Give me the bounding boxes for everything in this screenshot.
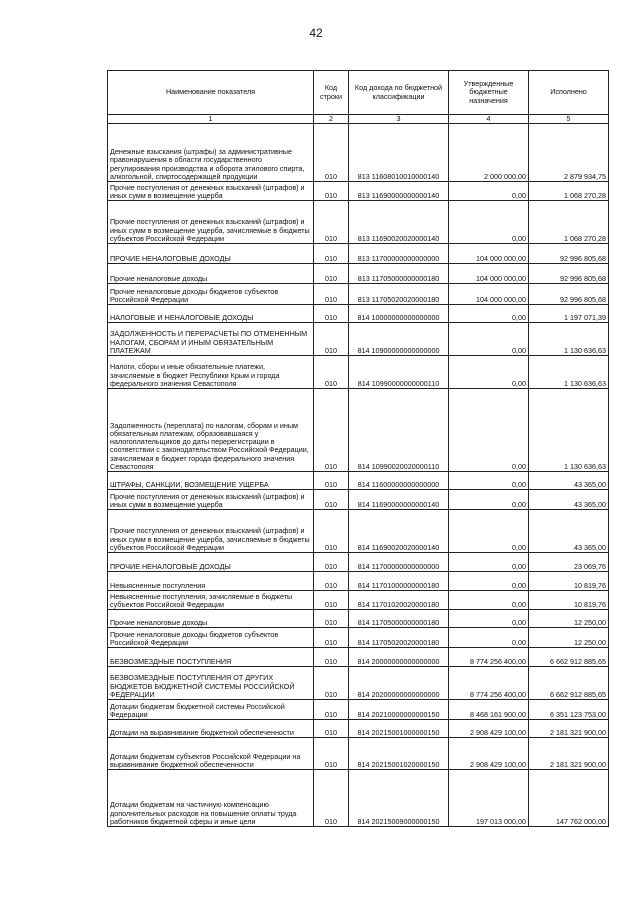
row-code: 010 [314, 648, 349, 667]
row-classification: 814 10990020020000110 [349, 389, 449, 472]
row-approved: 104 000 000,00 [449, 284, 529, 305]
row-approved: 0,00 [449, 201, 529, 244]
row-code: 010 [314, 510, 349, 553]
table-row [108, 591, 609, 610]
row-approved: 0,00 [449, 389, 529, 472]
row-code: 010 [314, 667, 349, 700]
row-code: 010 [314, 472, 349, 490]
row-approved: 0,00 [449, 182, 529, 201]
column-number: 4 [449, 115, 529, 124]
table-row [108, 510, 609, 553]
table-row [108, 124, 609, 182]
table-row [108, 201, 609, 244]
header-approved: Утвержденные бюджетные назначения [449, 71, 529, 115]
row-name: Задолженность (переплата) по налогам, сборам и иным обязательным платежам, образовавшаяся у налогоплательщиков до даты перерегистрации в соответствии с законодательством Российской Федерации, зачисляемая в бюджет города федерального значения Севастополя [108, 389, 314, 472]
column-number: 5 [529, 115, 609, 124]
header-code: Код строки [314, 71, 349, 115]
row-code: 010 [314, 201, 349, 244]
row-code: 010 [314, 628, 349, 648]
table-row [108, 472, 609, 490]
row-code: 010 [314, 284, 349, 305]
row-name: ШТРАФЫ, САНКЦИИ, ВОЗМЕЩЕНИЕ УЩЕРБА [108, 472, 314, 490]
row-classification: 813 11690000000000140 [349, 182, 449, 201]
row-executed: 1 068 270,28 [529, 201, 609, 244]
row-executed: 147 762 000,00 [529, 770, 609, 827]
page-number: 42 [309, 26, 323, 40]
row-classification: 814 11705000000000180 [349, 610, 449, 628]
column-number: 1 [108, 115, 314, 124]
row-code: 010 [314, 770, 349, 827]
row-name: БЕЗВОЗМЕЗДНЫЕ ПОСТУПЛЕНИЯ [108, 648, 314, 667]
row-executed: 1 130 636,63 [529, 389, 609, 472]
row-approved: 2 908 429 100,00 [449, 738, 529, 770]
row-name: Прочие поступления от денежных взысканий (штрафов) и иных сумм в возмещение ущерба, зачисляемые в бюджеты субъектов Российской Федерации [108, 510, 314, 553]
row-approved: 0,00 [449, 305, 529, 323]
row-classification: 814 10000000000000000 [349, 305, 449, 323]
row-executed: 10 819,76 [529, 572, 609, 591]
row-name: Прочие неналоговые доходы бюджетов субъектов Российской Федерации [108, 284, 314, 305]
row-approved: 0,00 [449, 591, 529, 610]
row-name: Прочие поступления от денежных взысканий (штрафов) и иных сумм в возмещение ущерба [108, 490, 314, 510]
row-name: Прочие неналоговые доходы [108, 264, 314, 284]
row-classification: 814 11700000000000000 [349, 553, 449, 572]
row-code: 010 [314, 591, 349, 610]
row-name: ПРОЧИЕ НЕНАЛОГОВЫЕ ДОХОДЫ [108, 244, 314, 264]
row-name: Дотации бюджетам на частичную компенсацию дополнительных расходов на повышение оплаты труда работников бюджетной сферы и иные цели [108, 770, 314, 827]
row-executed: 6 351 123 753,00 [529, 700, 609, 720]
table-row [108, 284, 609, 305]
row-approved: 0,00 [449, 472, 529, 490]
row-code: 010 [314, 738, 349, 770]
row-name: Дотации на выравнивание бюджетной обеспеченности [108, 720, 314, 738]
table-row [108, 700, 609, 720]
row-approved: 0,00 [449, 553, 529, 572]
table-row [108, 356, 609, 389]
row-name: Дотации бюджетам бюджетной системы Российской Федерации [108, 700, 314, 720]
table-row [108, 572, 609, 591]
table-row [108, 628, 609, 648]
row-classification: 814 10900000000000000 [349, 323, 449, 356]
column-number-row [108, 115, 609, 124]
row-name: Налоги, сборы и иные обязательные платежи, зачисляемые в бюджет Республики Крым и города федерального значения Севастополя [108, 356, 314, 389]
table-row [108, 610, 609, 628]
row-code: 010 [314, 572, 349, 591]
budget-execution-table [107, 70, 609, 827]
row-approved: 0,00 [449, 356, 529, 389]
table-row [108, 244, 609, 264]
table-row [108, 720, 609, 738]
row-approved: 197 013 000,00 [449, 770, 529, 827]
row-executed: 43 365,00 [529, 510, 609, 553]
row-name: Денежные взыскания (штрафы) за административные правонарушения в области государственного регулирования производства и оборота этилового спирта, алкогольной, спиртосодержащей продукции [108, 124, 314, 182]
row-executed: 2 181 321 900,00 [529, 738, 609, 770]
table-row [108, 389, 609, 472]
table-row [108, 323, 609, 356]
row-classification: 814 20000000000000000 [349, 648, 449, 667]
row-name: ЗАДОЛЖЕННОСТЬ И ПЕРЕРАСЧЕТЫ ПО ОТМЕНЕННЫМ НАЛОГАМ, СБОРАМ И ИНЫМ ОБЯЗАТЕЛЬНЫМ ПЛАТЕЖАМ [108, 323, 314, 356]
row-classification: 814 20215001020000150 [349, 738, 449, 770]
row-approved: 0,00 [449, 572, 529, 591]
row-code: 010 [314, 389, 349, 472]
row-name: БЕЗВОЗМЕЗДНЫЕ ПОСТУПЛЕНИЯ ОТ ДРУГИХ БЮДЖЕТОВ БЮДЖЕТНОЙ СИСТЕМЫ РОССИЙСКОЙ ФЕДЕРАЦИИ [108, 667, 314, 700]
row-executed: 92 996 805,68 [529, 264, 609, 284]
row-code: 010 [314, 323, 349, 356]
row-approved: 0,00 [449, 490, 529, 510]
table-row [108, 490, 609, 510]
row-code: 010 [314, 553, 349, 572]
row-executed: 92 996 805,68 [529, 244, 609, 264]
row-classification: 814 20200000000000000 [349, 667, 449, 700]
row-code: 010 [314, 610, 349, 628]
row-approved: 0,00 [449, 610, 529, 628]
row-approved: 2 908 429 100,00 [449, 720, 529, 738]
row-executed: 1 197 071,39 [529, 305, 609, 323]
row-code: 010 [314, 244, 349, 264]
row-executed: 1 130 636,63 [529, 323, 609, 356]
row-approved: 0,00 [449, 323, 529, 356]
row-executed: 10 819,76 [529, 591, 609, 610]
row-executed: 43 365,00 [529, 490, 609, 510]
row-executed: 43 365,00 [529, 472, 609, 490]
row-name: Прочие неналоговые доходы [108, 610, 314, 628]
row-approved: 8 468 161 900,00 [449, 700, 529, 720]
table-row [108, 264, 609, 284]
row-executed: 6 662 912 885,65 [529, 648, 609, 667]
column-number: 3 [349, 115, 449, 124]
row-name: Невыясненные поступления, зачисляемые в бюджеты субъектов Российской Федерации [108, 591, 314, 610]
table-row [108, 667, 609, 700]
row-code: 010 [314, 124, 349, 182]
row-approved: 8 774 256 400,00 [449, 667, 529, 700]
row-code: 010 [314, 720, 349, 738]
table-row [108, 738, 609, 770]
row-approved: 8 774 256 400,00 [449, 648, 529, 667]
row-code: 010 [314, 700, 349, 720]
row-classification: 814 20215001000000150 [349, 720, 449, 738]
row-classification: 814 11705020020000180 [349, 628, 449, 648]
row-classification: 814 11600000000000000 [349, 472, 449, 490]
row-code: 010 [314, 356, 349, 389]
row-name: Прочие неналоговые доходы бюджетов субъектов Российской Федерации [108, 628, 314, 648]
table-row [108, 770, 609, 827]
header-classification: Код дохода по бюджетной классификации [349, 71, 449, 115]
row-executed: 1 068 270,28 [529, 182, 609, 201]
column-number: 2 [314, 115, 349, 124]
row-classification: 814 10990000000000110 [349, 356, 449, 389]
row-code: 010 [314, 305, 349, 323]
row-classification: 814 11690020020000140 [349, 510, 449, 553]
header-executed: Исполнено [529, 71, 609, 115]
row-classification: 814 20210000000000150 [349, 700, 449, 720]
row-classification: 814 20215009000000150 [349, 770, 449, 827]
row-code: 010 [314, 264, 349, 284]
row-approved: 0,00 [449, 628, 529, 648]
row-approved: 104 000 000,00 [449, 264, 529, 284]
row-name: Прочие поступления от денежных взысканий (штрафов) и иных сумм в возмещение ущерба [108, 182, 314, 201]
row-classification: 813 11705020020000180 [349, 284, 449, 305]
row-classification: 814 11701000000000180 [349, 572, 449, 591]
row-classification: 813 11608010010000140 [349, 124, 449, 182]
row-executed: 2 879 934,75 [529, 124, 609, 182]
header-name: Наименование показателя [108, 71, 314, 115]
row-executed: 12 250,00 [529, 628, 609, 648]
row-executed: 1 130 636,63 [529, 356, 609, 389]
row-classification: 813 11700000000000000 [349, 244, 449, 264]
row-executed: 23 069,76 [529, 553, 609, 572]
row-approved: 2 000 000,00 [449, 124, 529, 182]
row-classification: 813 11690020020000140 [349, 201, 449, 244]
table-row [108, 305, 609, 323]
table-row [108, 182, 609, 201]
row-executed: 12 250,00 [529, 610, 609, 628]
row-name: ПРОЧИЕ НЕНАЛОГОВЫЕ ДОХОДЫ [108, 553, 314, 572]
row-name: Невыясненные поступления [108, 572, 314, 591]
row-name: НАЛОГОВЫЕ И НЕНАЛОГОВЫЕ ДОХОДЫ [108, 305, 314, 323]
row-code: 010 [314, 182, 349, 201]
row-name: Дотации бюджетам субъектов Российской Федерации на выравнивание бюджетной обеспеченности [108, 738, 314, 770]
table-row [108, 648, 609, 667]
table-row [108, 553, 609, 572]
row-classification: 814 11690000000000140 [349, 490, 449, 510]
row-approved: 104 000 000,00 [449, 244, 529, 264]
row-classification: 814 11701020020000180 [349, 591, 449, 610]
row-executed: 2 181 321 900,00 [529, 720, 609, 738]
row-executed: 6 662 912 885,65 [529, 667, 609, 700]
row-executed: 92 996 805,68 [529, 284, 609, 305]
table-header-row [108, 71, 609, 115]
row-code: 010 [314, 490, 349, 510]
row-name: Прочие поступления от денежных взысканий (штрафов) и иных сумм в возмещение ущерба, зачисляемые в бюджеты субъектов Российской Федерации [108, 201, 314, 244]
row-classification: 813 11705000000000180 [349, 264, 449, 284]
row-approved: 0,00 [449, 510, 529, 553]
